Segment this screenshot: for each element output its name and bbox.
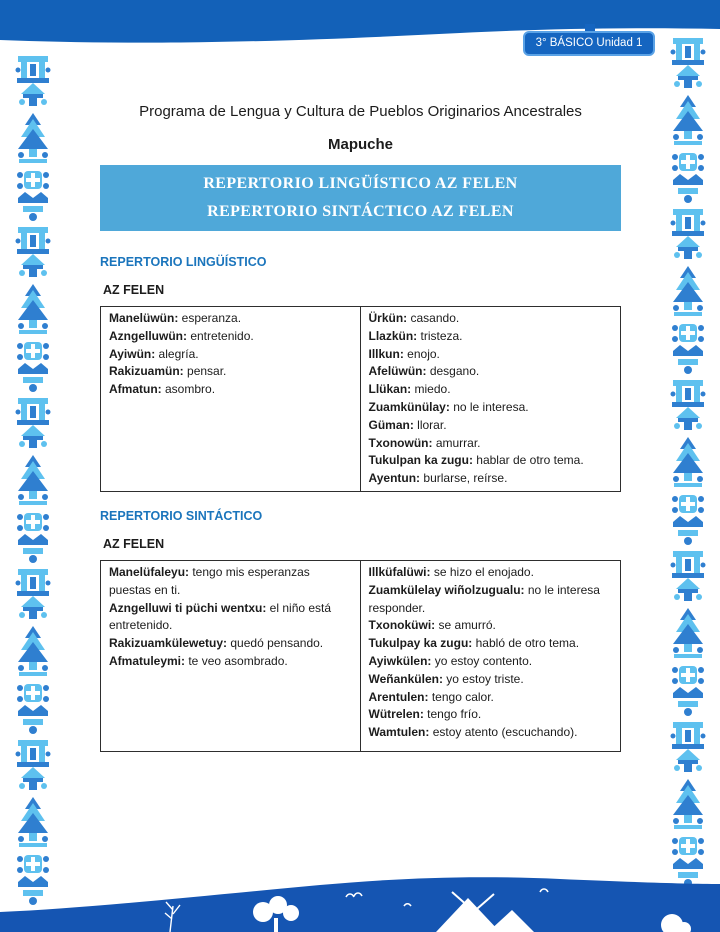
vocab-entry: [109, 381, 352, 399]
term-text: Illkun:: [368, 346, 404, 361]
vocab-entry: [369, 635, 613, 653]
term-text: Azngelluwün:: [109, 328, 187, 343]
vocab-entry: [369, 582, 613, 618]
vocab-entry: [369, 363, 613, 381]
term-text: Wütrelen:: [368, 707, 424, 722]
table-column-right: [361, 307, 621, 491]
definition-text: tristeza.: [417, 328, 463, 343]
vocab-table-linguistico: [100, 306, 621, 492]
vocab-entry: [369, 328, 613, 346]
unit-badge: 3° BÁSICO Unidad 1: [523, 31, 655, 56]
definition-text: te veo asombrado.: [185, 653, 288, 668]
vocab-entry: [369, 653, 613, 671]
definition-text: quedó pensando.: [227, 636, 324, 651]
vocab-entry: [369, 671, 613, 689]
title-banner: [100, 165, 621, 231]
definition-text: enojo.: [403, 346, 440, 361]
term-text: Arentulen:: [368, 689, 429, 704]
definition-text: amurrar.: [432, 435, 481, 450]
term-text: Weñankülen:: [368, 671, 443, 686]
definition-text: llorar.: [413, 417, 447, 432]
table-column-left: [101, 307, 361, 491]
vocab-table-sintactico: [100, 560, 621, 752]
definition-text: tengo calor.: [428, 689, 494, 704]
vocab-entry: [369, 706, 613, 724]
definition-text: se hizo el enojado.: [430, 564, 534, 579]
vocab-entry: [369, 724, 613, 742]
definition-text: no le interesa responder.: [368, 582, 600, 615]
vocab-entry: [369, 689, 613, 707]
section-subheading-az-felen-2: AZ FELEN: [103, 536, 165, 551]
term-text: Illküfalüwi:: [368, 564, 431, 579]
term-text: Zuamkülelay wiñolzugualu:: [368, 582, 525, 597]
term-text: Manelüwün:: [109, 311, 179, 325]
definition-text: burlarse, reírse.: [420, 471, 508, 486]
term-text: Rakizuamkülewetuy:: [109, 636, 228, 651]
definition-text: asombro.: [161, 382, 216, 397]
term-text: Azngelluwi ti püchi wentxu:: [109, 600, 267, 615]
definition-text: desgano.: [426, 364, 480, 379]
page-subtitle: Mapuche: [327, 136, 393, 153]
term-text: Ayentun:: [368, 471, 421, 486]
vocab-entry: [369, 346, 613, 364]
section-heading-linguistico: REPERTORIO LINGÜÍSTICO: [100, 255, 267, 269]
term-text: Afmatun:: [109, 382, 162, 397]
page-title: Programa de Lengua y Cultura de Pueblos Originarios Ancestrales: [139, 103, 582, 120]
section-heading-sintactico: REPERTORIO SINTÁCTICO: [100, 508, 263, 523]
table-column-left: [101, 561, 361, 751]
term-text: Ayiwün:: [109, 346, 156, 361]
definition-text: esperanza.: [178, 311, 242, 325]
term-text: Txonoküwi:: [368, 618, 436, 633]
vocab-entry: [109, 653, 352, 671]
definition-text: el niño está entretenido.: [109, 600, 332, 633]
definition-text: no le interesa.: [449, 399, 529, 414]
vocab-entry: [369, 435, 613, 453]
vocab-entry: [369, 381, 613, 399]
vocab-entry: [369, 617, 613, 635]
vocab-entry: [109, 635, 352, 653]
vocab-entry: [369, 452, 613, 470]
banner-line-2: REPERTORIO SINTÁCTICO AZ FELEN: [207, 203, 514, 220]
term-text: Manelüfaleyu:: [109, 564, 190, 579]
definition-text: tengo mis esperanzas puestas en ti.: [109, 564, 310, 597]
table-column-right: [361, 561, 621, 751]
term-text: Llazkün:: [368, 328, 418, 343]
term-text: Ürkün:: [368, 311, 408, 325]
vocab-entry: [369, 310, 613, 328]
vocab-entry: [369, 470, 613, 488]
vocab-entry: [109, 363, 352, 381]
term-text: Ayiwkülen:: [368, 653, 432, 668]
definition-text: yo estoy triste.: [442, 671, 524, 686]
footer-landscape: [0, 872, 720, 932]
vocab-entry: [369, 399, 613, 417]
banner-line-1: REPERTORIO LINGÜÍSTICO AZ FELEN: [203, 175, 518, 192]
term-text: Afmatuleymi:: [109, 653, 186, 668]
content-column: [100, 103, 621, 752]
vocab-entry: [369, 417, 613, 435]
vocab-entry: [109, 310, 352, 328]
ornament-border-left-icon: [15, 56, 51, 906]
definition-text: alegría.: [155, 346, 199, 361]
term-text: Txonowün:: [368, 435, 433, 450]
definition-text: estoy atento (escuchando).: [429, 725, 578, 740]
term-text: Wamtulen:: [368, 725, 430, 740]
definition-text: hablar de otro tema.: [472, 453, 584, 468]
definition-text: pensar.: [183, 364, 227, 379]
definition-text: tengo frío.: [423, 707, 482, 722]
definition-text: casando.: [407, 311, 460, 325]
definition-text: se amurró.: [435, 618, 496, 633]
definition-text: yo estoy contento.: [431, 653, 533, 668]
vocab-entry: [369, 564, 613, 582]
term-text: Zuamkünülay:: [368, 399, 450, 414]
section-subheading-az-felen-1: AZ FELEN: [103, 283, 165, 297]
term-text: Güman:: [368, 417, 414, 432]
ornament-border-right-icon: [670, 38, 706, 932]
term-text: Llükan:: [368, 382, 412, 397]
definition-text: habló de otro tema.: [472, 636, 580, 651]
vocab-entry: [109, 328, 352, 346]
definition-text: miedo.: [411, 382, 451, 397]
term-text: Rakizuamün:: [109, 364, 184, 379]
vocab-entry: [109, 564, 352, 600]
definition-text: entretenido.: [187, 328, 254, 343]
term-text: Afelüwün:: [368, 364, 427, 379]
vocab-entry: [109, 346, 352, 364]
vocab-entry: [109, 600, 352, 636]
term-text: Tukulpay ka zugu:: [368, 636, 473, 651]
term-text: Tukulpan ka zugu:: [368, 453, 473, 468]
